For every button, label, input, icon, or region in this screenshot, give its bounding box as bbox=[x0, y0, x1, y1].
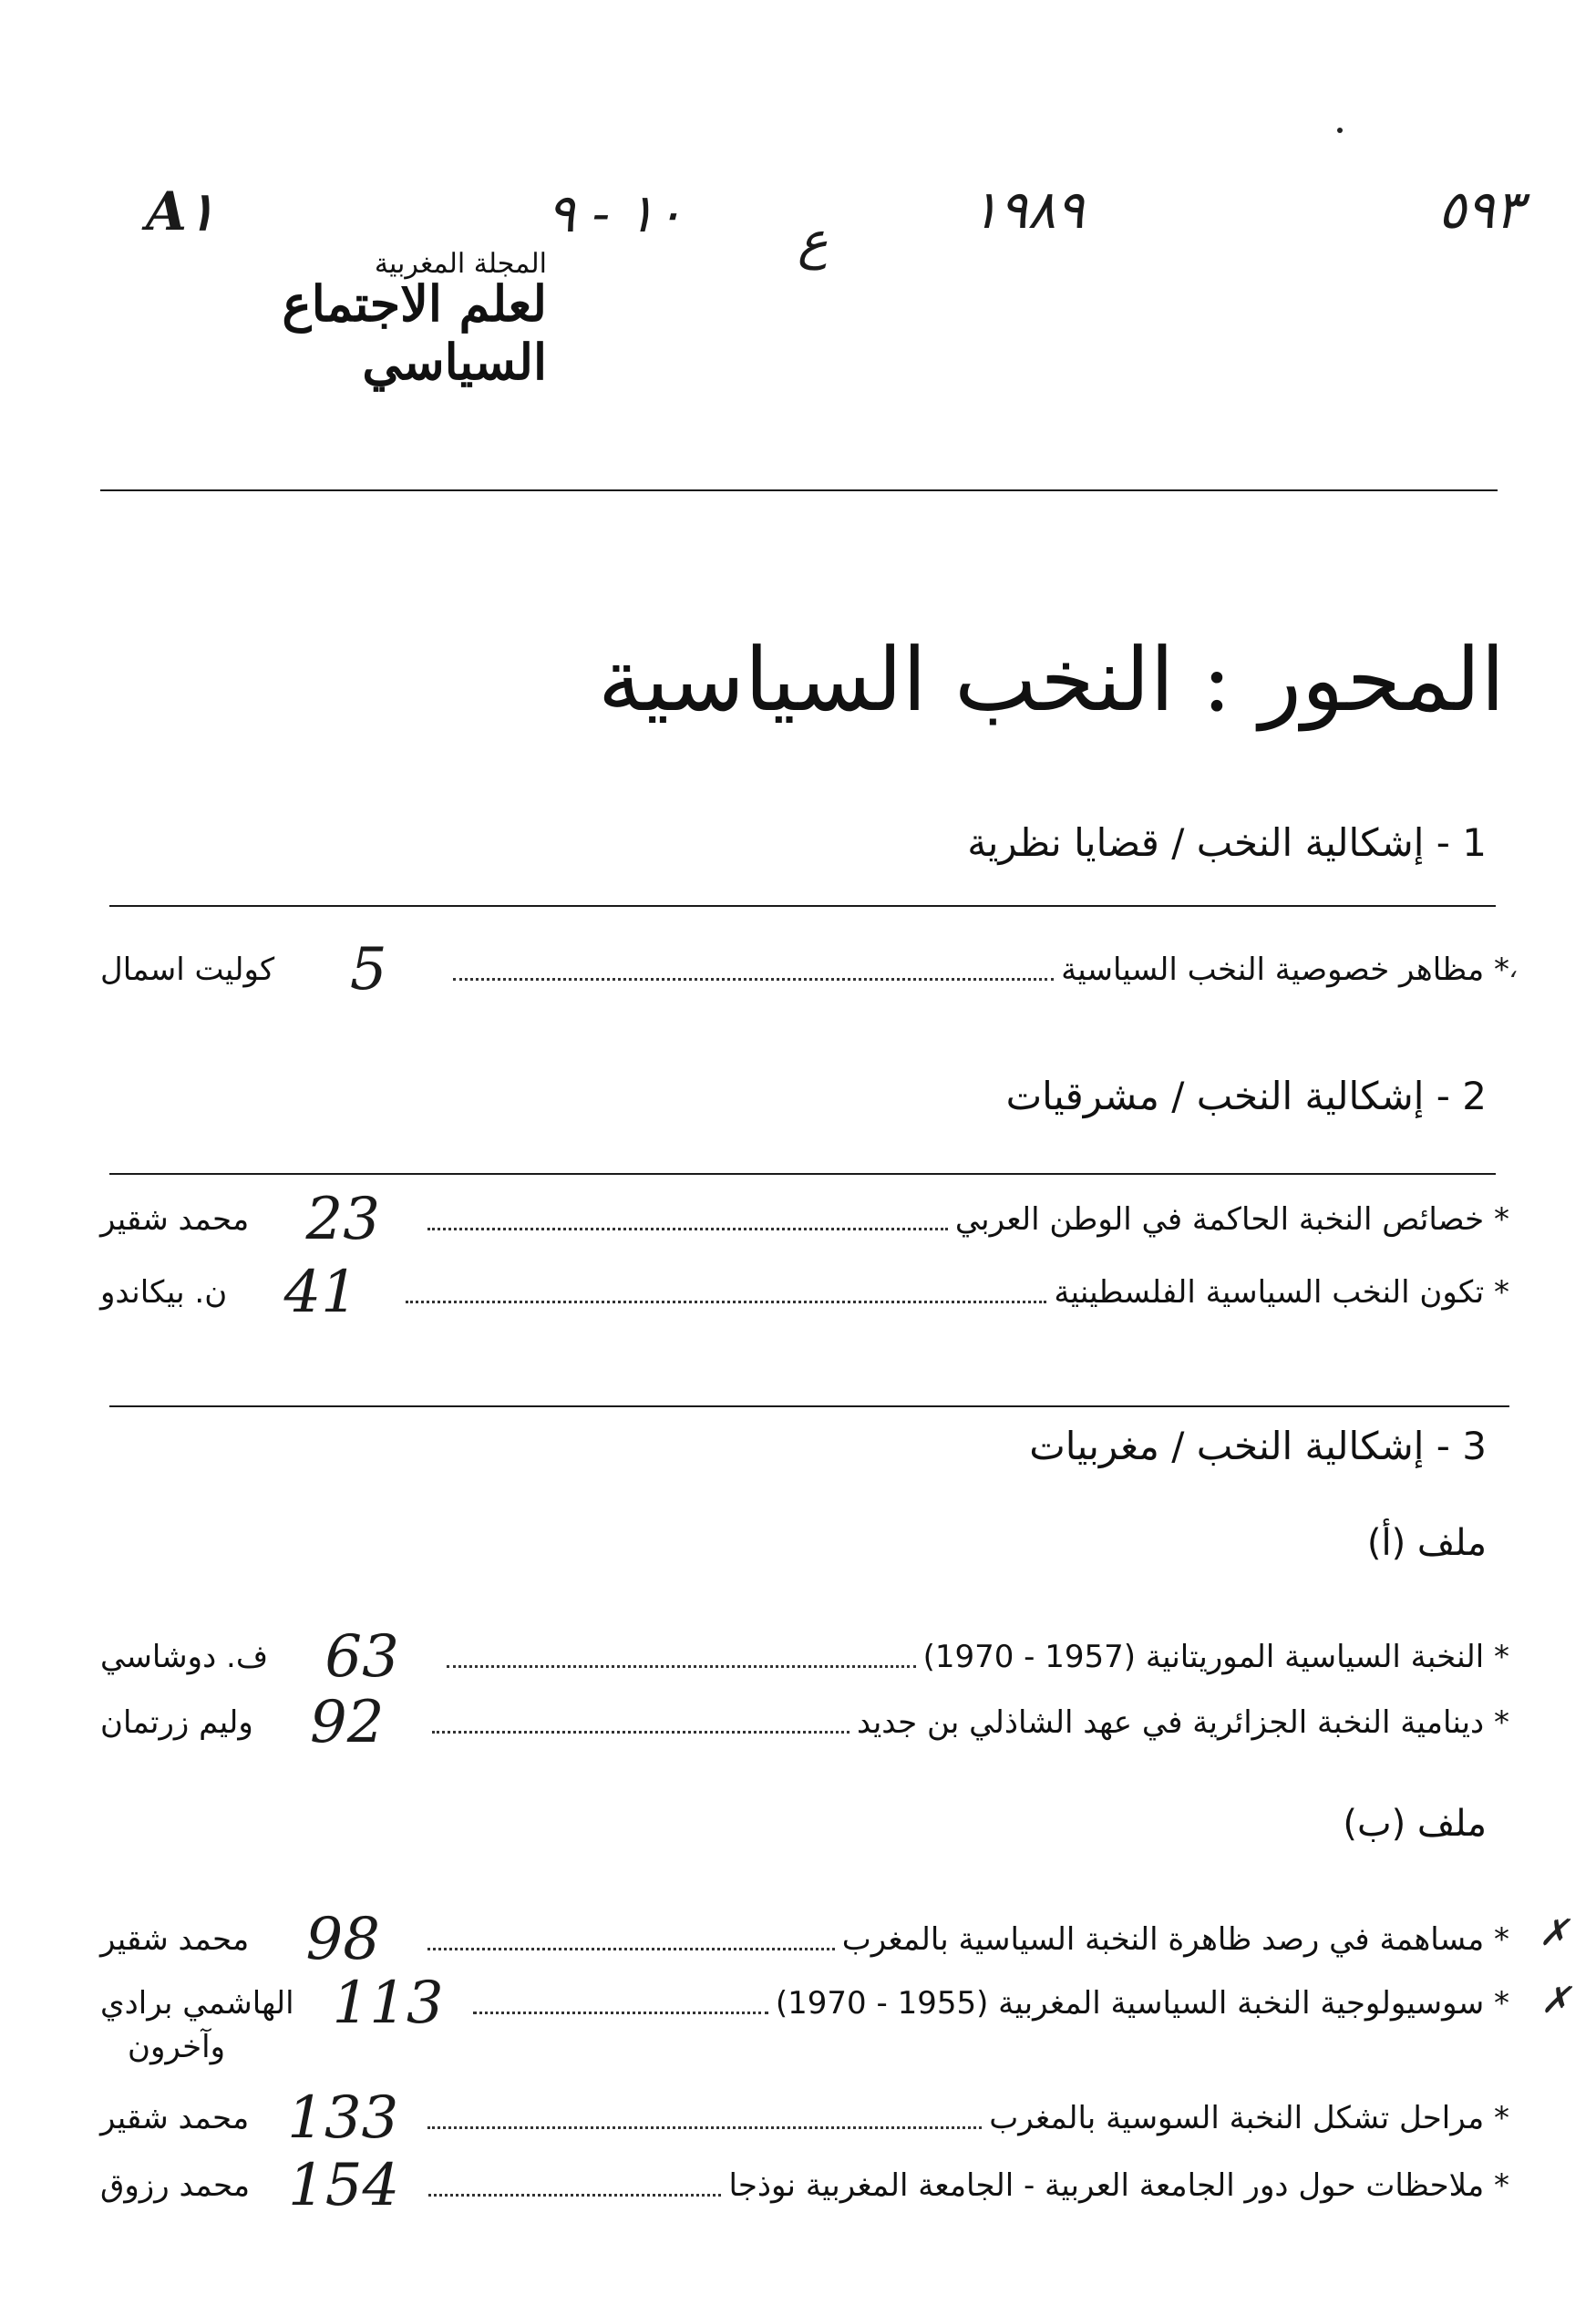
entry-title: * تكون النخب السياسية الفلسطينية bbox=[1054, 1274, 1509, 1311]
entry-title: * مراحل تشكل النخبة السوسية بالمغرب bbox=[989, 2100, 1509, 2136]
entry-title: * خصائص النخبة الحاكمة في الوطن العربي bbox=[954, 1201, 1509, 1238]
entry-title: * ملاحظات حول دور الجامعة العربية - الجامعة المغربية نوذجا bbox=[728, 2167, 1509, 2204]
page-number: 63 bbox=[324, 1623, 399, 1691]
entry-author: ف. دوشاسي bbox=[100, 1639, 269, 1675]
page-number: 92 bbox=[310, 1689, 385, 1756]
margin-x-mark: ✗ bbox=[1539, 1912, 1570, 1954]
entry-title: * مساهمة في رصد ظاهرة النخبة السياسية بالمغرب bbox=[841, 1921, 1509, 1958]
toc-entry bbox=[100, 2084, 1509, 2152]
entry-author: وليم زرتمان bbox=[100, 1704, 253, 1741]
page-number: 113 bbox=[332, 1970, 444, 2037]
folder-a-label: ملف (أ) bbox=[1366, 1522, 1487, 1564]
section-1-divider bbox=[109, 905, 1496, 907]
toc-entry bbox=[100, 2152, 1509, 2219]
leader-dots bbox=[406, 1301, 1046, 1303]
leader-dots bbox=[427, 2126, 982, 2129]
header-divider bbox=[100, 489, 1498, 491]
ink-speck bbox=[1337, 128, 1343, 133]
margin-x-mark: ✗ bbox=[1540, 1980, 1571, 2022]
page-title: المحور : النخب السياسية bbox=[597, 629, 1505, 731]
entry-title: * دينامية النخبة الجزائرية في عهد الشاذلي بن جديد bbox=[856, 1704, 1509, 1741]
doc-number: ٥٩٣ bbox=[1437, 179, 1523, 241]
date-annotation: ١٠ - ٩ bbox=[547, 182, 684, 244]
toc-entry bbox=[100, 936, 1509, 1003]
folder-b-label: ملف (ب) bbox=[1343, 1803, 1487, 1845]
page-number: 5 bbox=[349, 936, 387, 1003]
entry-author: محمد رزوق bbox=[100, 2167, 251, 2204]
leader-dots bbox=[427, 1228, 948, 1230]
page-number: 23 bbox=[305, 1186, 380, 1253]
section-3-divider bbox=[109, 1405, 1509, 1407]
ayn-annotation: ع bbox=[798, 211, 829, 271]
logo-line1: المجلة المغربية bbox=[374, 248, 547, 280]
year-annotation: ١٩٨٩ bbox=[971, 179, 1085, 241]
page-number: 133 bbox=[287, 2084, 399, 2152]
section-3-heading: 3 - إشكالية النخب / مغربيات bbox=[1029, 1424, 1487, 1468]
section-2-heading: 2 - إشكالية النخب / مشرقيات bbox=[1005, 1074, 1487, 1118]
entry-author: كوليت اسمال bbox=[100, 952, 275, 988]
entry-author: محمد شقير bbox=[100, 1921, 250, 1958]
leader-dots bbox=[427, 1948, 835, 1950]
leader-dots bbox=[473, 2012, 768, 2014]
entry-author: محمد شقير bbox=[100, 1201, 250, 1238]
leader-dots bbox=[453, 978, 1054, 981]
entry-title: * مظاهر خصوصية النخب السياسية bbox=[1061, 952, 1509, 988]
leader-dots bbox=[432, 1731, 849, 1734]
margin-tick: ، bbox=[1508, 953, 1518, 983]
toc-entry bbox=[100, 1906, 1509, 1973]
toc-entry bbox=[100, 1970, 1509, 2037]
entry-title: * النخبة السياسية الموريتانية (1957 - 1970) bbox=[922, 1639, 1509, 1675]
entry-author: الهاشمي برادي bbox=[100, 1985, 294, 2022]
leader-dots bbox=[428, 2194, 721, 2197]
leader-dots bbox=[447, 1665, 915, 1668]
section-1-heading: 1 - إشكالية النخب / قضايا نظرية bbox=[967, 820, 1487, 865]
toc-entry bbox=[100, 1623, 1509, 1691]
page-number: 154 bbox=[288, 2152, 400, 2219]
entry-author: محمد شقير bbox=[100, 2100, 250, 2136]
logo-line2: لعلم الاجتماع السياسي bbox=[282, 274, 547, 391]
toc-entry bbox=[100, 1259, 1509, 1326]
page-number: 41 bbox=[283, 1259, 358, 1326]
toc-entry bbox=[100, 1689, 1509, 1756]
entry-author: ن. بيكاندو bbox=[100, 1274, 228, 1311]
entry-author-continued: وآخرون bbox=[128, 2029, 226, 2065]
toc-entry bbox=[100, 1186, 1509, 1253]
ref-code: A١ bbox=[146, 180, 216, 242]
section-2-divider bbox=[109, 1173, 1496, 1175]
journal-logo bbox=[91, 248, 547, 391]
page-number: 98 bbox=[305, 1906, 380, 1973]
entry-title: * سوسيولوجية النخبة السياسية المغربية (1955 - 1970) bbox=[775, 1985, 1509, 2022]
